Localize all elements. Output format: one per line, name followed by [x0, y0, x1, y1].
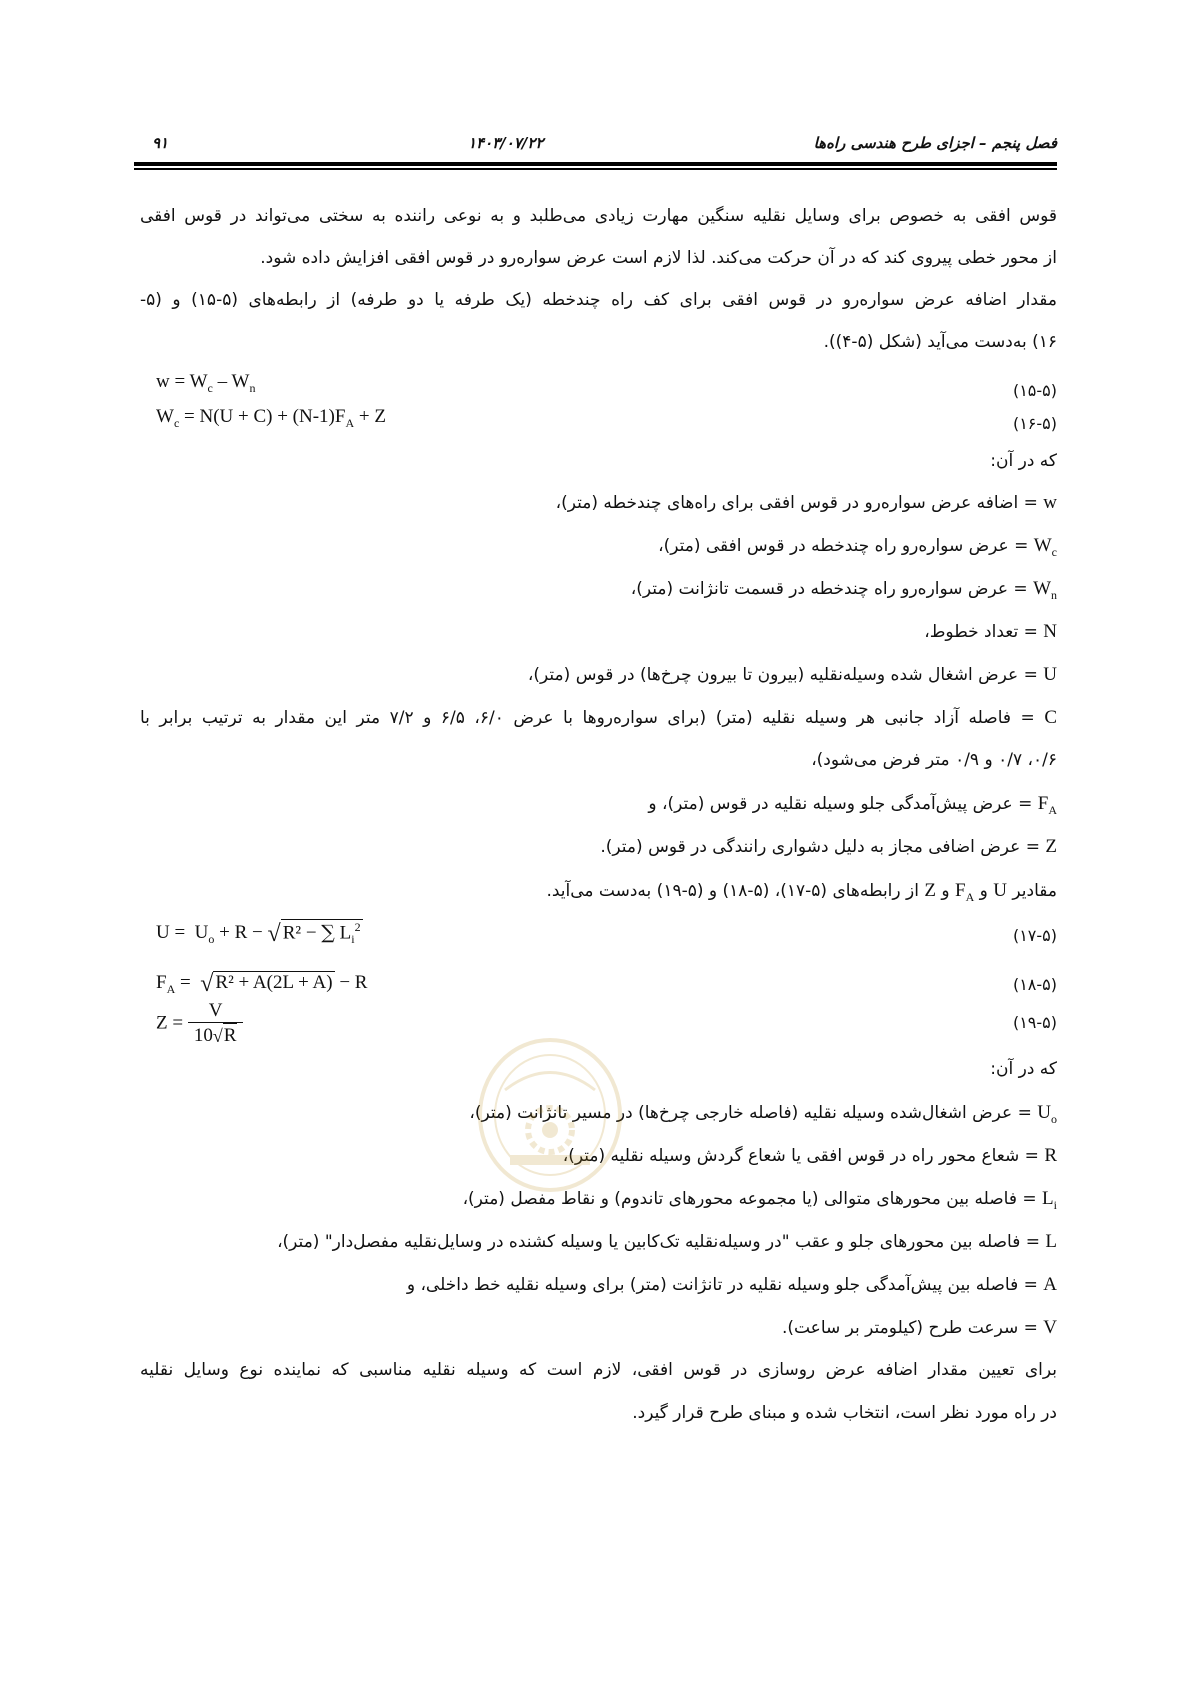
paragraph-2-line-2: ۱۶) به‌دست می‌آید (شکل (۵-۴)).	[823, 332, 1057, 352]
definition-wc: $W_c$ = عرض سواره‌رو راه چندخطه در قوس افقی (متر)،	[658, 535, 1057, 559]
definition-v: V = سرعت طرح (کیلومتر بر ساعت).	[781, 1317, 1057, 1338]
definition-a: A = فاصله بین پیش‌آمدگی جلو وسیله نقلیه در تانژانت (متر) برای وسیله نقلیه خط داخلی، و	[406, 1274, 1057, 1295]
paragraph-2-line-1: مقدار اضافه عرض سواره‌رو در قوس افقی برای کف راه چندخطه (یک طرفه یا دو طرفه) از رابطه‌های (۵-۱۵) و (۵-	[140, 290, 1057, 310]
definition-u: U = عرض اشغال شده وسیله‌نقلیه (بیرون تا بیرون چرخ‌ها) در قوس (متر)،	[527, 664, 1057, 685]
page-number: ۹۱	[152, 134, 169, 152]
definition-c: C = فاصله آزاد جانبی هر وسیله نقلیه (متر) (برای سواره‌روها با عرض ۶/۰، ۶/۵ و ۷/۲ متر این مقدار به ترتیب برابر با	[140, 707, 1057, 728]
definition-r: R = شعاع محور راه در قوس افقی یا شعاع گردش وسیله نقلیه (متر)،	[562, 1145, 1057, 1166]
watermark-logo	[475, 1035, 625, 1210]
where-label-2: که در آن:	[990, 1059, 1057, 1079]
paragraph-3-line-2: در راه مورد نظر است، انتخاب شده و مبنای طرح قرار گیرد.	[632, 1403, 1057, 1423]
definition-z: Z = عرض اضافی مجاز به دلیل دشواری رانندگی در قوس (متر).	[600, 836, 1057, 857]
definition-c-continued: ۰/۶، ۰/۷ و ۰/۹ متر فرض می‌شود)،	[811, 750, 1057, 770]
definition-l: L = فاصله بین محورهای جلو و عقب "در وسیله‌نقلیه تک‌کابین یا وسیله کشنده در وسایل‌نقلیه مفصل‌دار" (متر)،	[277, 1231, 1057, 1252]
where-label-1: که در آن:	[990, 451, 1057, 471]
equation-16: $W_c = N(U + C) + (N-1)F_A + Z$	[156, 406, 386, 430]
equation-18: $F_A$ = √ R² + A(2L + A) − R	[156, 971, 368, 997]
definition-w: w = اضافه عرض سواره‌رو در قوس افقی برای راه‌های چندخطه (متر)،	[555, 492, 1057, 513]
equation-15: $w = W_c - W_n$	[156, 371, 256, 395]
values-line: مقادیر U و $F_A$ و Z از رابطه‌های (۵-۱۷)، (۵-۱۸) و (۵-۱۹) به‌دست می‌آید.	[546, 880, 1057, 904]
paragraph-1-line-1: قوس افقی به خصوص برای وسایل نقلیه سنگین مهارت زیادی می‌طلبد و به نوعی راننده به سختی می‌تواند در قوس افقی	[140, 206, 1057, 226]
equation-17: $U = U_o + R$ − √ R² − ∑ $L_i^2$	[156, 919, 361, 947]
header-date: ۱۴۰۳/۰۷/۲۲	[468, 134, 544, 152]
definition-n: N = تعداد خطوط،	[924, 621, 1057, 642]
equation-15-number: (۱۵-۵)	[1012, 381, 1057, 400]
equation-18-number: (۱۸-۵)	[1012, 975, 1057, 994]
chapter-title: فصل پنجم – اجزای طرح هندسی راه‌ها	[813, 134, 1057, 152]
definition-li: $L_i$ = فاصله بین محورهای متوالی (یا مجموعه محورهای تاندوم) و نقاط مفصل (متر)،	[462, 1188, 1057, 1212]
equation-19: Z = $\frac{V}{10√R}$	[156, 1000, 243, 1048]
paragraph-1-line-2: از محور خطی پیروی کند که در آن حرکت می‌کند. لذا لازم است عرض سواره‌رو در قوس افقی افزایش داده شود.	[260, 248, 1057, 268]
definition-uo: $U_o$ = عرض اشغال‌شده وسیله نقلیه (فاصله خارجی چرخ‌ها) در مسیر تانژانت (متر)،	[469, 1102, 1057, 1126]
definition-wn: $W_n$ = عرض سواره‌رو راه چندخطه در قسمت تانژانت (متر)،	[630, 578, 1057, 602]
header-rule-thin	[134, 168, 1057, 170]
equation-19-number: (۱۹-۵)	[1012, 1013, 1057, 1032]
equation-16-number: (۱۶-۵)	[1012, 414, 1057, 433]
header-rule-thick	[134, 162, 1057, 166]
equation-17-number: (۱۷-۵)	[1012, 926, 1057, 945]
definition-fa: $F_A$ = عرض پیش‌آمدگی جلو وسیله نقلیه در قوس (متر)، و	[648, 793, 1057, 817]
paragraph-3-line-1: برای تعیین مقدار اضافه عرض روسازی در قوس افقی، لازم است که وسیله نقلیه مناسبی که نماینده نوع وسایل نقلیه	[140, 1360, 1057, 1380]
